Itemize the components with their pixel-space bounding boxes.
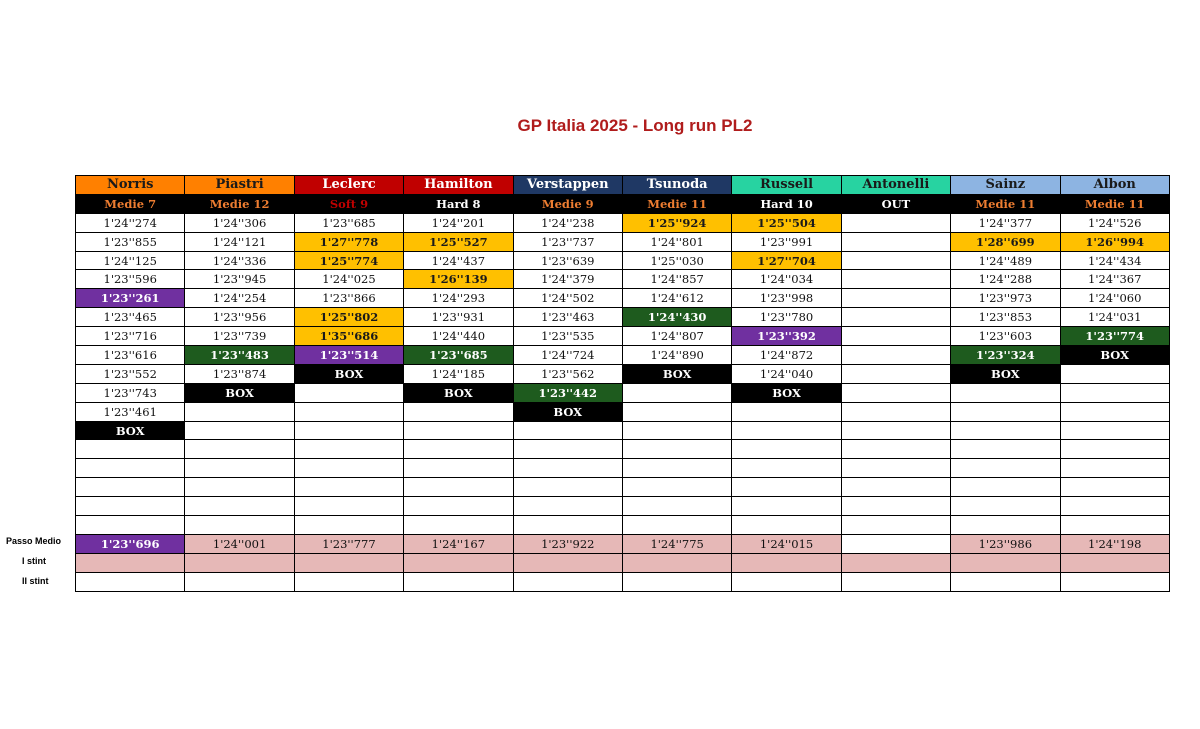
blank-cell (622, 572, 731, 591)
lap-cell: 1'23''465 (76, 308, 185, 327)
lap-cell: 1'23''483 (185, 346, 294, 365)
lap-cell (732, 516, 841, 535)
blank-cell (513, 572, 622, 591)
lap-cell: 1'25''924 (622, 213, 731, 232)
lap-cell (294, 402, 403, 421)
driver-name-norris: Norris (76, 176, 185, 195)
lap-cell (951, 440, 1060, 459)
lap-cell: 1'23''737 (513, 232, 622, 251)
lap-cell: 1'24''274 (76, 213, 185, 232)
lap-cell: 1'24''379 (513, 270, 622, 289)
lap-cell: 1'25''030 (622, 251, 731, 270)
lap-cell (732, 402, 841, 421)
lap-cell: 1'25''504 (732, 213, 841, 232)
driver-name-sainz: Sainz (951, 176, 1060, 195)
lap-cell: 1'24''125 (76, 251, 185, 270)
lap-cell: 1'24''807 (622, 327, 731, 346)
lap-cell: 1'24''857 (622, 270, 731, 289)
lap-row (76, 213, 1170, 232)
lap-row (76, 478, 1170, 497)
lap-cell: 1'25''527 (404, 232, 513, 251)
lap-cell (513, 516, 622, 535)
lap-cell (76, 516, 185, 535)
lap-cell: 1'24''526 (1060, 213, 1169, 232)
lap-cell: 1'24''890 (622, 346, 731, 365)
lap-cell (185, 459, 294, 478)
lap-cell (1060, 459, 1169, 478)
lap-cell (1060, 440, 1169, 459)
lap-cell (513, 478, 622, 497)
lap-cell: BOX (404, 383, 513, 402)
lap-cell: 1'23''874 (185, 364, 294, 383)
blank-cell (185, 572, 294, 591)
lap-row (76, 289, 1170, 308)
lap-cell (1060, 402, 1169, 421)
lap-cell (841, 213, 950, 232)
lap-cell: 1'23''780 (732, 308, 841, 327)
lap-cell: 1'24''034 (732, 270, 841, 289)
lap-cell: 1'23''639 (513, 251, 622, 270)
lap-cell: 1'24''060 (1060, 289, 1169, 308)
lap-cell: 1'24''306 (185, 213, 294, 232)
lap-cell: 1'35''686 (294, 327, 403, 346)
lap-cell: 1'23''535 (513, 327, 622, 346)
blank-cell (732, 572, 841, 591)
lap-cell (513, 497, 622, 516)
lap-cell (841, 459, 950, 478)
lap-cell (294, 478, 403, 497)
lap-cell (404, 440, 513, 459)
lap-cell: 1'23''931 (404, 308, 513, 327)
lap-cell: 1'24''336 (185, 251, 294, 270)
blank-row (76, 572, 1170, 591)
lap-cell (185, 421, 294, 440)
tyre-albon: Medie 11 (1060, 194, 1169, 213)
blank-cell (1060, 572, 1169, 591)
avg-stint-2 (1060, 553, 1169, 572)
lap-cell (622, 478, 731, 497)
avg-stint-2 (404, 553, 513, 572)
driver-name-leclerc: Leclerc (294, 176, 403, 195)
lap-cell (622, 516, 731, 535)
lap-cell: 1'23''685 (404, 346, 513, 365)
lap-cell (404, 421, 513, 440)
lap-cell: BOX (513, 402, 622, 421)
lap-cell (841, 402, 950, 421)
lap-cell (513, 459, 622, 478)
avg-stint-2 (841, 553, 950, 572)
lap-cell: 1'24''434 (1060, 251, 1169, 270)
lap-cell (185, 440, 294, 459)
blank-cell (951, 572, 1060, 591)
avg-stint-1: 1'24''015 (732, 534, 841, 553)
lap-cell (185, 516, 294, 535)
avg-stint-1: 1'24''775 (622, 534, 731, 553)
lap-cell: 1'23''442 (513, 383, 622, 402)
lap-row (76, 346, 1170, 365)
lap-cell: BOX (1060, 346, 1169, 365)
lap-cell: 1'23''991 (732, 232, 841, 251)
lap-cell (76, 478, 185, 497)
lap-cell (294, 421, 403, 440)
lap-cell (841, 516, 950, 535)
lap-cell (732, 421, 841, 440)
lap-cell (841, 327, 950, 346)
lap-row (76, 270, 1170, 289)
lap-cell: 1'23''739 (185, 327, 294, 346)
lap-cell (622, 421, 731, 440)
lap-cell (841, 440, 950, 459)
lap-row (76, 421, 1170, 440)
lap-cell: BOX (76, 421, 185, 440)
avg-stint-1: 1'23''922 (513, 534, 622, 553)
blank-cell (294, 572, 403, 591)
lap-cell: 1'23''866 (294, 289, 403, 308)
lap-cell (1060, 364, 1169, 383)
long-run-table (75, 175, 1170, 592)
lap-cell: 1'23''685 (294, 213, 403, 232)
lap-cell (185, 402, 294, 421)
driver-name-hamilton: Hamilton (404, 176, 513, 195)
lap-cell: 1'23''463 (513, 308, 622, 327)
lap-row (76, 232, 1170, 251)
lap-cell: 1'24''288 (951, 270, 1060, 289)
lap-cell: 1'24''031 (1060, 308, 1169, 327)
lap-cell (622, 402, 731, 421)
lap-cell: 1'24''430 (622, 308, 731, 327)
lap-cell: 1'24''238 (513, 213, 622, 232)
lap-cell: 1'24''185 (404, 364, 513, 383)
lap-cell (185, 497, 294, 516)
tyre-hamilton: Hard 8 (404, 194, 513, 213)
lap-cell (841, 308, 950, 327)
lap-cell (404, 478, 513, 497)
lap-cell: 1'27''704 (732, 251, 841, 270)
tyre-tsunoda: Medie 11 (622, 194, 731, 213)
lap-cell (294, 383, 403, 402)
blank-cell (841, 572, 950, 591)
lap-cell (732, 459, 841, 478)
lap-cell: 1'23''514 (294, 346, 403, 365)
lap-cell: 1'24''440 (404, 327, 513, 346)
row-label-stint-1: I stint (22, 556, 46, 566)
lap-cell: 1'26''994 (1060, 232, 1169, 251)
lap-cell: 1'23''603 (951, 327, 1060, 346)
lap-row (76, 327, 1170, 346)
tyre-leclerc: Soft 9 (294, 194, 403, 213)
lap-cell (841, 421, 950, 440)
lap-cell: 1'23''855 (76, 232, 185, 251)
avg-stint-1: 1'24''167 (404, 534, 513, 553)
lap-cell (841, 289, 950, 308)
lap-cell (951, 421, 1060, 440)
lap-cell: 1'24''724 (513, 346, 622, 365)
lap-cell: 1'23''956 (185, 308, 294, 327)
lap-cell (76, 497, 185, 516)
lap-cell (732, 440, 841, 459)
lap-cell (841, 232, 950, 251)
lap-cell (1060, 478, 1169, 497)
lap-cell (1060, 516, 1169, 535)
lap-cell: 1'25''802 (294, 308, 403, 327)
lap-cell (294, 440, 403, 459)
lap-cell (404, 402, 513, 421)
avg-stint-1 (841, 534, 950, 553)
tyre-sainz: Medie 11 (951, 194, 1060, 213)
lap-cell: 1'24''040 (732, 364, 841, 383)
lap-cell: 1'26''139 (404, 270, 513, 289)
driver-name-verstappen: Verstappen (513, 176, 622, 195)
tyre-verstappen: Medie 9 (513, 194, 622, 213)
lap-cell: 1'23''743 (76, 383, 185, 402)
lap-cell (841, 270, 950, 289)
lap-cell: 1'24''437 (404, 251, 513, 270)
lap-cell: 1'23''461 (76, 402, 185, 421)
lap-cell: 1'24''502 (513, 289, 622, 308)
lap-cell: BOX (294, 364, 403, 383)
avg-stint-2 (513, 553, 622, 572)
lap-cell: 1'24''377 (951, 213, 1060, 232)
lap-row (76, 516, 1170, 535)
lap-cell: 1'24''612 (622, 289, 731, 308)
tyre-antonelli: OUT (841, 194, 950, 213)
stint-1-row (76, 534, 1170, 553)
avg-stint-2 (185, 553, 294, 572)
lap-cell (951, 383, 1060, 402)
lap-cell (841, 364, 950, 383)
lap-cell: 1'24''489 (951, 251, 1060, 270)
lap-cell (622, 383, 731, 402)
tyre-russell: Hard 10 (732, 194, 841, 213)
lap-cell (513, 440, 622, 459)
lap-cell: 1'24''201 (404, 213, 513, 232)
stint-2-row (76, 553, 1170, 572)
lap-cell: 1'27''778 (294, 232, 403, 251)
lap-cell (841, 383, 950, 402)
lap-cell: 1'23''945 (185, 270, 294, 289)
tyre-piastri: Medie 12 (185, 194, 294, 213)
lap-cell: 1'23''562 (513, 364, 622, 383)
lap-cell (76, 459, 185, 478)
avg-stint-1: 1'23''986 (951, 534, 1060, 553)
lap-cell: 1'24''367 (1060, 270, 1169, 289)
lap-row (76, 308, 1170, 327)
lap-cell (1060, 421, 1169, 440)
lap-cell: 1'24''121 (185, 232, 294, 251)
lap-cell (841, 251, 950, 270)
lap-cell (951, 459, 1060, 478)
driver-name-albon: Albon (1060, 176, 1169, 195)
driver-header-row (76, 176, 1170, 195)
tyre-row (76, 194, 1170, 213)
lap-row (76, 440, 1170, 459)
lap-cell: 1'23''392 (732, 327, 841, 346)
lap-cell: 1'24''293 (404, 289, 513, 308)
lap-cell (185, 478, 294, 497)
avg-stint-2 (76, 553, 185, 572)
lap-cell (951, 402, 1060, 421)
lap-row (76, 383, 1170, 402)
driver-name-antonelli: Antonelli (841, 176, 950, 195)
lap-row (76, 497, 1170, 516)
lap-cell: 1'24''025 (294, 270, 403, 289)
lap-cell (404, 497, 513, 516)
driver-name-russell: Russell (732, 176, 841, 195)
lap-cell: 1'23''716 (76, 327, 185, 346)
lap-cell (294, 459, 403, 478)
avg-stint-1: 1'23''777 (294, 534, 403, 553)
avg-stint-2 (622, 553, 731, 572)
avg-stint-2 (951, 553, 1060, 572)
lap-cell (732, 478, 841, 497)
lap-cell: 1'24''801 (622, 232, 731, 251)
lap-cell (951, 478, 1060, 497)
lap-cell (622, 459, 731, 478)
row-label-passo-medio: Passo Medio (6, 536, 62, 546)
lap-cell (513, 421, 622, 440)
lap-cell (76, 440, 185, 459)
lap-row (76, 251, 1170, 270)
lap-cell: 1'23''552 (76, 364, 185, 383)
lap-cell (841, 346, 950, 365)
lap-cell: 1'23''774 (1060, 327, 1169, 346)
lap-cell (294, 516, 403, 535)
lap-cell: 1'24''254 (185, 289, 294, 308)
lap-cell: 1'23''616 (76, 346, 185, 365)
lap-cell: 1'23''973 (951, 289, 1060, 308)
page-title: GP Italia 2025 - Long run PL2 (517, 116, 753, 135)
lap-cell (622, 497, 731, 516)
lap-row (76, 402, 1170, 421)
lap-cell (1060, 383, 1169, 402)
lap-cell: BOX (732, 383, 841, 402)
lap-cell (294, 497, 403, 516)
lap-cell (951, 497, 1060, 516)
lap-cell: BOX (185, 383, 294, 402)
lap-cell: 1'23''853 (951, 308, 1060, 327)
lap-cell (841, 497, 950, 516)
avg-stint-1: 1'24''001 (185, 534, 294, 553)
lap-cell (1060, 497, 1169, 516)
driver-name-piastri: Piastri (185, 176, 294, 195)
lap-cell (732, 497, 841, 516)
lap-cell: 1'23''324 (951, 346, 1060, 365)
avg-stint-2 (732, 553, 841, 572)
lap-cell: BOX (951, 364, 1060, 383)
row-label-stint-2: II stint (22, 576, 49, 586)
lap-cell (404, 516, 513, 535)
lap-cell (951, 516, 1060, 535)
tyre-norris: Medie 7 (76, 194, 185, 213)
lap-cell: 1'23''998 (732, 289, 841, 308)
lap-cell: 1'28''699 (951, 232, 1060, 251)
lap-cell: 1'23''261 (76, 289, 185, 308)
blank-cell (76, 572, 185, 591)
lap-row (76, 459, 1170, 478)
lap-cell: 1'24''872 (732, 346, 841, 365)
avg-stint-1: 1'24''198 (1060, 534, 1169, 553)
lap-cell (841, 478, 950, 497)
lap-cell (622, 440, 731, 459)
avg-stint-1: 1'23''696 (76, 534, 185, 553)
lap-cell: 1'25''774 (294, 251, 403, 270)
blank-cell (404, 572, 513, 591)
lap-row (76, 364, 1170, 383)
lap-cell (404, 459, 513, 478)
lap-cell: BOX (622, 364, 731, 383)
avg-stint-2 (294, 553, 403, 572)
lap-cell: 1'23''596 (76, 270, 185, 289)
driver-name-tsunoda: Tsunoda (622, 176, 731, 195)
